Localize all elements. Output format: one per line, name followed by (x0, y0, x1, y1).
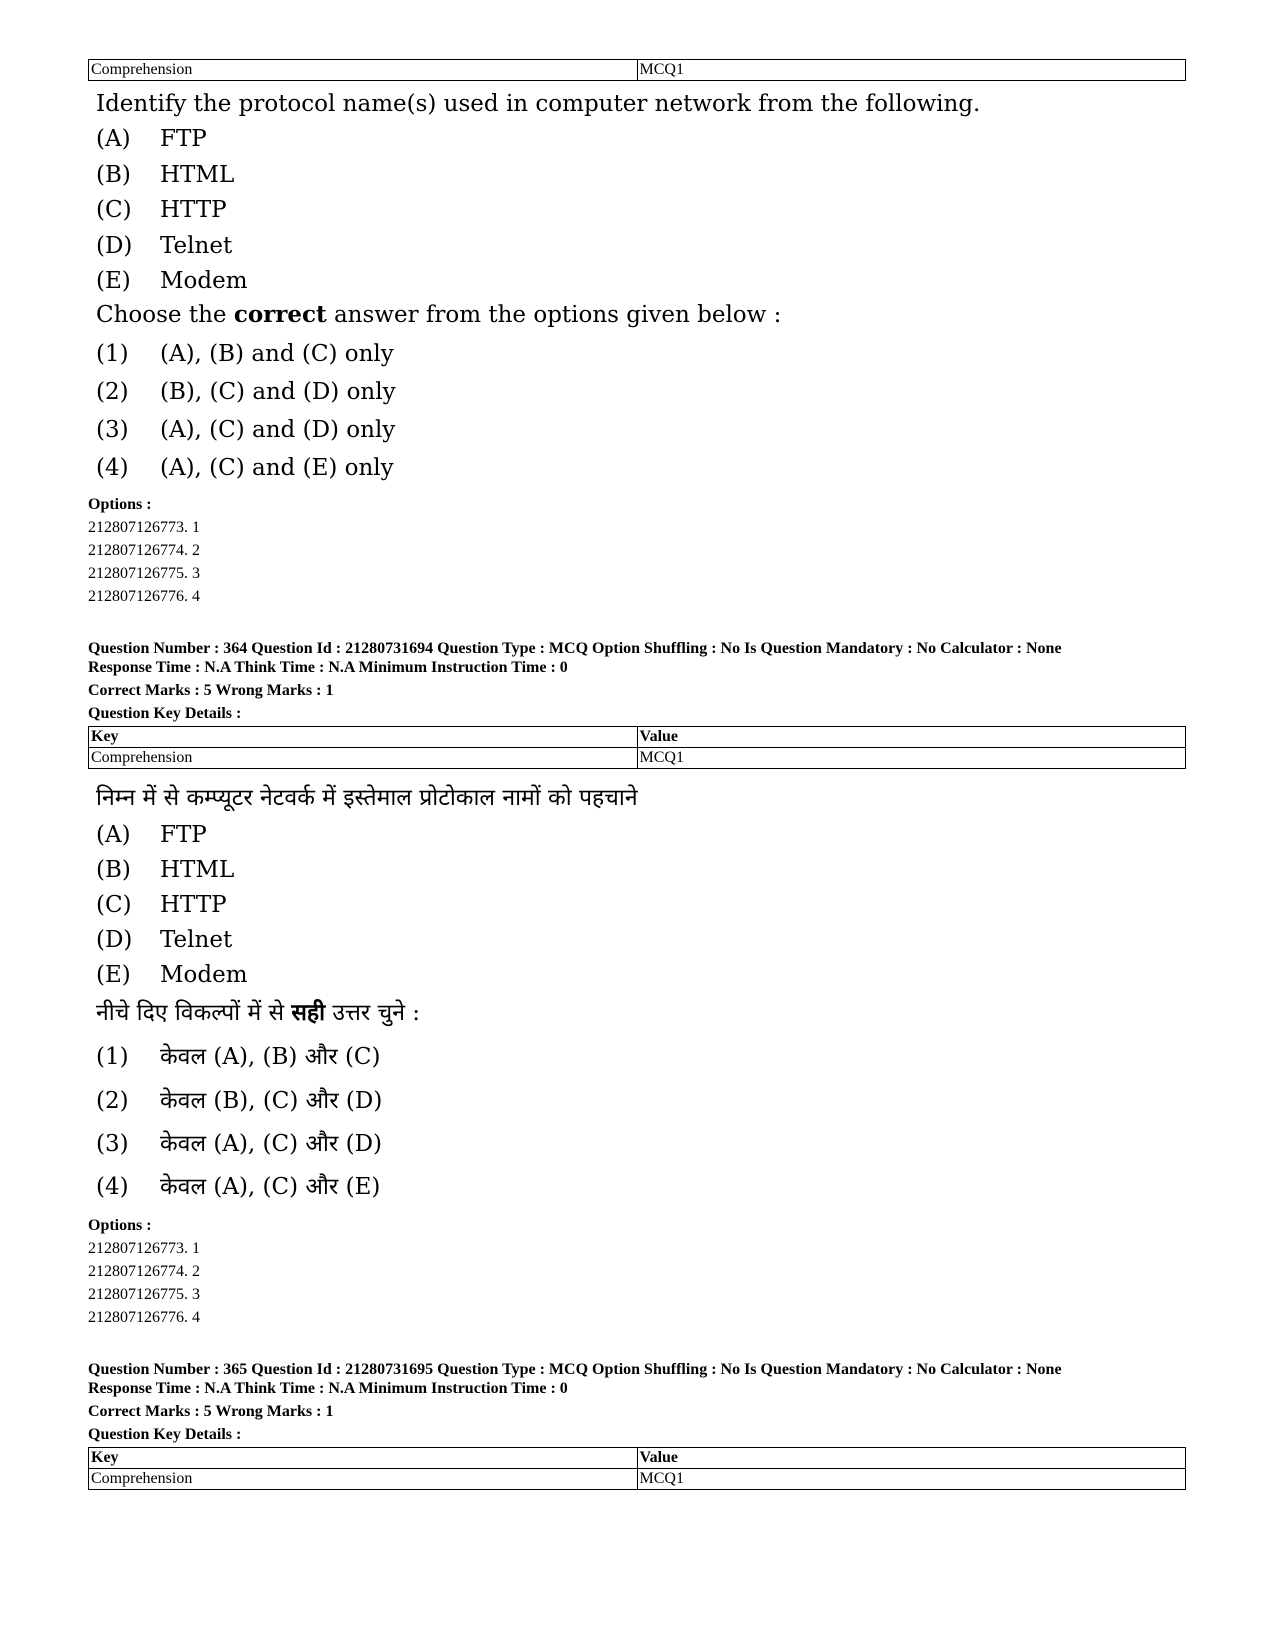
answer-label: (3) (96, 417, 129, 443)
option-id: 212807126776. 4 (88, 588, 200, 605)
item-row (96, 961, 248, 989)
answer-option (96, 1043, 381, 1071)
answer-text: केवल (B), (C) और (D) (160, 1088, 383, 1114)
item-row (96, 821, 207, 849)
question-key-table (88, 1447, 1186, 1490)
marks-line: Correct Marks : 5 Wrong Marks : 1 (88, 1403, 334, 1420)
answer-text: (A), (C) and (D) only (160, 417, 396, 443)
question-header-timing: Response Time : N.A Think Time : N.A Minimum Instruction Time : 0 (88, 1380, 568, 1397)
answer-text: केवल (A), (B) और (C) (160, 1044, 381, 1070)
option-id: 212807126774. 2 (88, 1263, 200, 1280)
item-row (96, 856, 234, 884)
item-label: (D) (96, 927, 133, 953)
key-cell: Comprehension (89, 1469, 638, 1490)
answer-option (96, 1130, 382, 1158)
choose-suffix: उत्तर चुने : (325, 1000, 421, 1026)
answer-text: (A), (C) and (E) only (160, 455, 394, 481)
answer-option (96, 1173, 380, 1201)
answer-text: केवल (A), (C) और (D) (160, 1131, 383, 1157)
answer-label: (2) (96, 1088, 129, 1114)
options-heading: Options : (88, 1217, 152, 1234)
key-header: Key (89, 727, 638, 748)
item-row (96, 125, 207, 153)
item-row (96, 161, 234, 189)
item-label: (C) (96, 197, 132, 223)
value-cell: MCQ1 (637, 60, 1186, 81)
question-text: निम्न में से कम्प्यूटर नेटवर्क में इस्तेमाल प्रोटोकाल नामों को पहचाने (96, 785, 638, 811)
item-row (96, 196, 227, 224)
answer-label: (1) (96, 1044, 129, 1070)
item-label: (C) (96, 892, 132, 918)
options-heading: Options : (88, 496, 152, 513)
question-text: Identify the protocol name(s) used in computer network from the following. (96, 91, 981, 117)
item-label: (E) (96, 268, 131, 294)
item-text: Telnet (160, 927, 233, 953)
question-header: Question Number : 364 Question Id : 21280731694 Question Type : MCQ Option Shuffling : No Is Question Mandatory : No Calculator : None (88, 640, 1062, 657)
item-label: (A) (96, 126, 131, 152)
choose-prefix: Choose the (96, 302, 234, 328)
value-cell: MCQ1 (637, 1469, 1186, 1490)
option-id: 212807126775. 3 (88, 565, 200, 582)
question-key-table (88, 726, 1186, 769)
item-row (96, 926, 232, 954)
item-text: Modem (160, 962, 248, 988)
item-text: HTTP (160, 892, 227, 918)
answer-option (96, 416, 395, 444)
item-text: HTML (160, 162, 235, 188)
table-row (89, 1469, 1186, 1490)
option-id: 212807126773. 1 (88, 1240, 200, 1257)
option-id: 212807126773. 1 (88, 519, 200, 536)
key-header: Key (89, 1448, 638, 1469)
table-header-row (89, 727, 1186, 748)
answer-option (96, 454, 394, 482)
answer-label: (3) (96, 1131, 129, 1157)
answer-text: (B), (C) and (D) only (160, 379, 396, 405)
answer-option (96, 340, 394, 368)
choose-emphasis: सही (291, 999, 326, 1026)
answer-label: (4) (96, 455, 129, 481)
item-text: Telnet (160, 233, 233, 259)
option-id: 212807126776. 4 (88, 1309, 200, 1326)
item-label: (A) (96, 822, 131, 848)
value-header: Value (637, 1448, 1186, 1469)
choose-prefix: नीचे दिए विकल्पों में से (96, 1000, 292, 1026)
choose-instruction (96, 301, 781, 329)
question-header-timing: Response Time : N.A Think Time : N.A Minimum Instruction Time : 0 (88, 659, 568, 676)
item-text: FTP (160, 822, 207, 848)
answer-text: (A), (B) and (C) only (160, 341, 394, 367)
key-details-heading: Question Key Details : (88, 1426, 242, 1443)
option-id: 212807126775. 3 (88, 1286, 200, 1303)
answer-option (96, 378, 396, 406)
item-text: Modem (160, 268, 248, 294)
answer-option (96, 1087, 382, 1115)
item-text: FTP (160, 126, 207, 152)
answer-label: (4) (96, 1174, 129, 1200)
key-cell: Comprehension (89, 748, 638, 769)
item-label: (D) (96, 233, 133, 259)
item-label: (E) (96, 962, 131, 988)
value-cell: MCQ1 (637, 748, 1186, 769)
key-details-heading: Question Key Details : (88, 705, 242, 722)
value-header: Value (637, 727, 1186, 748)
marks-line: Correct Marks : 5 Wrong Marks : 1 (88, 682, 334, 699)
choose-suffix: answer from the options given below : (326, 302, 782, 328)
option-id: 212807126774. 2 (88, 542, 200, 559)
table-row (89, 748, 1186, 769)
table-header-row (89, 1448, 1186, 1469)
item-text: HTTP (160, 197, 227, 223)
answer-label: (1) (96, 341, 129, 367)
choose-emphasis: correct (233, 301, 327, 328)
question-key-table-top (88, 59, 1186, 81)
item-label: (B) (96, 162, 131, 188)
question-header: Question Number : 365 Question Id : 21280731695 Question Type : MCQ Option Shuffling : No Is Question Mandatory : No Calculator : None (88, 1361, 1062, 1378)
key-cell: Comprehension (89, 60, 638, 81)
choose-instruction (96, 999, 420, 1027)
item-text: HTML (160, 857, 235, 883)
item-row (96, 267, 248, 295)
answer-text: केवल (A), (C) और (E) (160, 1174, 381, 1200)
item-label: (B) (96, 857, 131, 883)
item-row (96, 232, 232, 260)
answer-label: (2) (96, 379, 129, 405)
table-row (89, 60, 1186, 81)
item-row (96, 891, 227, 919)
